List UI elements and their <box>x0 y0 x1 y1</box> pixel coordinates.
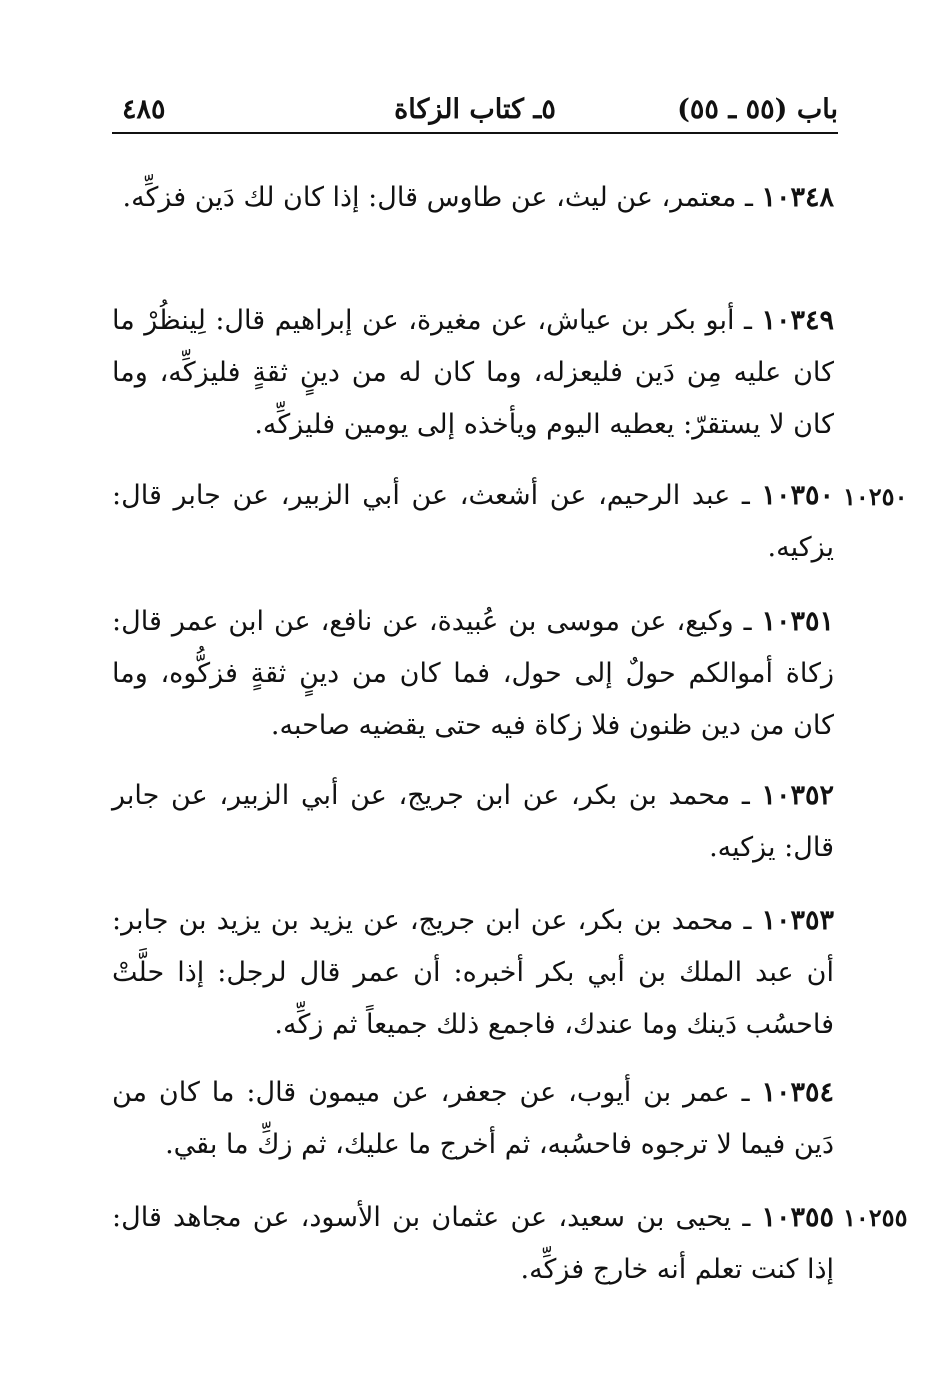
hadith-number: ١٠٣٥٢ <box>761 780 834 811</box>
book-title: ٥ـ كتاب الزكاة <box>394 94 556 125</box>
hadith-text: ـ معتمر، عن ليث، عن طاوس قال: إذا كان لك دَين فزكِّه. <box>122 182 762 213</box>
hadith-entry <box>112 1067 834 1171</box>
hadith-text: ـ محمد بن بكر، عن ابن جريج، عن أبي الزبير، عن جابر قال: يزكيه. <box>112 780 834 863</box>
hadith-text: ـ يحيى بن سعيد، عن عثمان بن الأسود، عن مجاهد قال: إذا كنت تعلم أنه خارج فزكِّه. <box>112 1202 834 1285</box>
hadith-entry <box>112 895 834 1051</box>
hadith-number: ١٠٣٥٠ <box>761 480 834 511</box>
hadith-entry <box>112 172 834 224</box>
hadith-entry <box>112 770 834 874</box>
hadith-entry <box>112 295 834 451</box>
hadith-entry <box>112 470 834 574</box>
hadith-entry <box>112 1192 834 1296</box>
hadith-text: ـ محمد بن بكر، عن ابن جريج، عن يزيد بن يزيد بن جابر: أن عبد الملك بن أبي بكر أخبره: أن عمر قال لرجل: إذا حلَّتْ فاحسُب دَينك وما عندك، فاجمع ذلك جميعاً ثم زكِّه. <box>112 905 834 1040</box>
hadith-number: ١٠٣٥٥ <box>761 1202 834 1233</box>
hadith-number: ١٠٣٥٤ <box>761 1077 834 1108</box>
hadith-number: ١٠٣٥١ <box>761 606 834 637</box>
hadith-text: ـ أبو بكر بن عياش، عن مغيرة، عن إبراهيم قال: لِينظُرْ ما كان عليه مِن دَين فليعزله، وما كان له من دينٍ ثقةٍ فليزكِّه، وما كان لا يستقرّ: يعطيه اليوم ويأخذه إلى يومين فليزكِّه. <box>112 305 834 440</box>
chapter-heading: باب (٥٥ ـ ٥٥) <box>677 94 838 125</box>
hadith-text: ـ عبد الرحيم، عن أشعث، عن أبي الزبير، عن جابر قال: يزكيه. <box>112 480 834 563</box>
hadith-entry <box>112 596 834 752</box>
hadith-text: ـ عمر بن أيوب، عن جعفر، عن ميمون قال: ما كان من دَين فيما لا ترجوه فاحسُبه، ثم أخرج ما عليك، ثم زكِّ ما بقي. <box>112 1077 834 1160</box>
hadith-number: ١٠٣٤٨ <box>761 182 834 213</box>
hadith-text: ـ وكيع، عن موسى بن عُبيدة، عن نافع، عن ابن عمر قال: زكاة أموالكم حولٌ إلى حول، فما كان من دينٍ ثقةٍ فزكُّوه، وما كان من دين ظنون فلا زكاة فيه حتى يقضيه صاحبه. <box>112 606 834 741</box>
page-number: ٤٨٥ <box>122 94 166 125</box>
page-header <box>112 88 838 134</box>
hadith-number: ١٠٣٤٩ <box>761 305 834 336</box>
hadith-number: ١٠٣٥٣ <box>761 905 834 936</box>
margin-number: ١٠٢٥٥ <box>843 1203 908 1232</box>
margin-number: ١٠٢٥٠ <box>843 482 908 511</box>
